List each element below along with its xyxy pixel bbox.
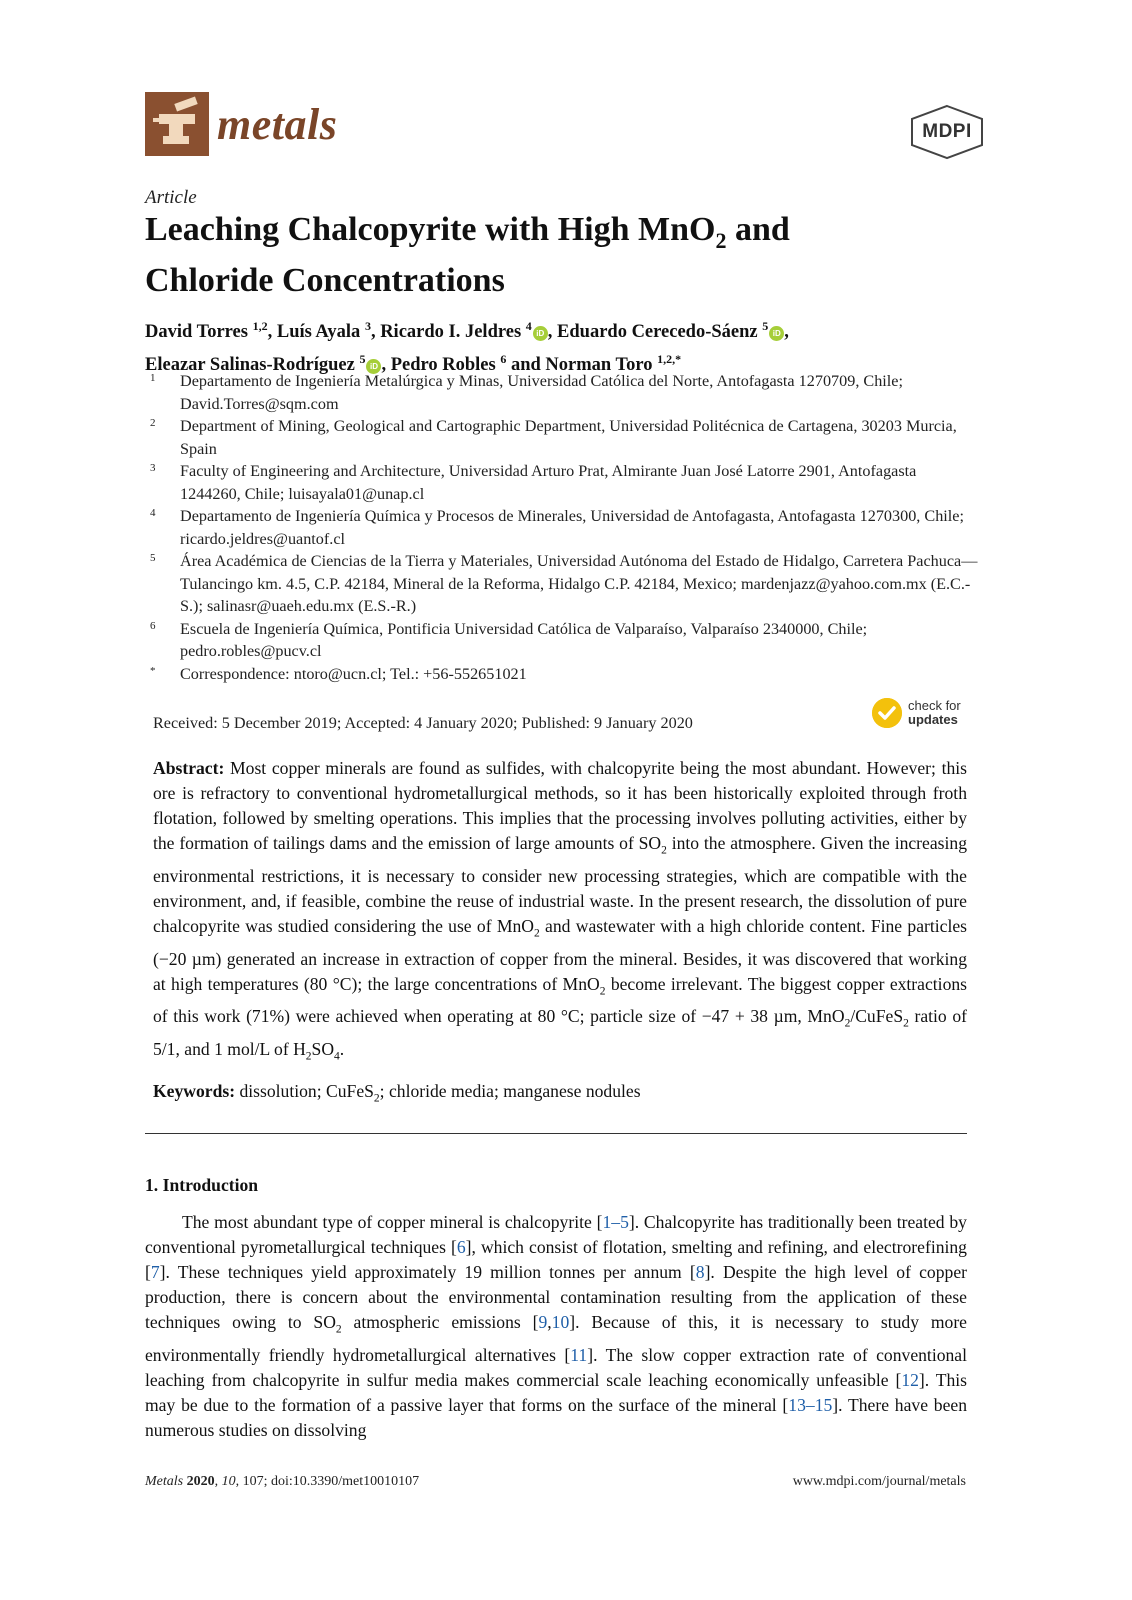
anvil-icon <box>145 92 209 156</box>
citation-link[interactable]: 8 <box>695 1262 705 1283</box>
abstract-text: SO <box>311 1039 335 1059</box>
affiliation-item <box>150 460 980 505</box>
subscript: 2 <box>305 1050 312 1063</box>
body-text: ]. These techniques yield approximately 19 million tonnes per annum [ <box>159 1262 696 1283</box>
citation-link[interactable]: 7 <box>150 1262 160 1283</box>
abstract-text: ratio of 5/1, and 1 mol/L of H <box>153 1006 967 1059</box>
author-name: , Eduardo Cerecedo-Sáenz <box>547 322 758 343</box>
journal-name: metals <box>217 99 338 149</box>
footer-journal: Metals <box>145 1474 184 1489</box>
footer-volume: 10 <box>221 1474 236 1489</box>
body-text: atmospheric emissions [ <box>341 1312 539 1333</box>
orcid-icon[interactable]: iD <box>769 326 784 341</box>
subscript: 2 <box>373 1092 380 1105</box>
orcid-icon[interactable]: iD <box>533 326 548 341</box>
section-divider <box>145 1133 967 1134</box>
author-name: , Ricardo I. Jeldres <box>370 322 522 343</box>
affiliation-number: 6 <box>150 619 156 632</box>
footer-year: 2020 <box>186 1474 215 1489</box>
author-name: , Pedro Robles <box>381 355 496 376</box>
check-for-updates-label <box>908 699 961 727</box>
author-affiliation: 5 <box>359 352 366 367</box>
body-text: The most abundant type of copper mineral is chalcopyrite [ <box>182 1212 603 1232</box>
subscript: 2 <box>844 1017 851 1030</box>
publisher-name: MDPI <box>922 121 972 142</box>
keywords <box>153 1079 967 1112</box>
affiliation-text: Departamento de Ingeniería Metalúrgica y Minas, Universidad Católica del Norte, Antofagasta 1270709, Chile; David.Torres@sqm.com <box>180 372 903 413</box>
affiliation-text: Área Académica de Ciencias de la Tierra y Materiales, Universidad Autónoma del Estado de Hidalgo, Carretera Pachuca—Tulancingo km. 4.5, C.P. 42184, Mineral de la Reforma, Hidalgo C.P. 42184, Mexico; mardenjazz@yahoo.com.mx (E.C.-S.); salinasr@uaeh.edu.mx (E.S.-R.) <box>180 552 978 615</box>
check-line2: updates <box>908 712 958 727</box>
keywords-label: Keywords: <box>153 1081 236 1101</box>
body-text: , <box>547 1312 552 1333</box>
subscript: 2 <box>534 927 540 940</box>
affiliation-item <box>150 550 980 618</box>
affiliation-text: Faculty of Engineering and Architecture, Universidad Arturo Prat, Almirante Juan José Latorre 2901, Antofagasta 1244260, Chile; luisayala01@unap.cl <box>180 462 917 503</box>
author-name: , Luís Ayala <box>267 322 361 343</box>
body-text: ]. Because of this, it is necessary to study more environmentally friendly hydrometallurgical alternatives [ <box>145 1312 967 1365</box>
introduction-paragraph <box>145 1210 967 1443</box>
check-for-updates-badge[interactable] <box>872 698 961 728</box>
citation-link[interactable]: 9 <box>538 1312 548 1333</box>
citation-link[interactable]: 10 <box>551 1312 570 1333</box>
author-list: David Torres $^{1,2}$, Luís Ayala $^3$, Ricardo I. Jeldres $^4$iD , Eduardo Cerecedo-Sáenz $^5$iD , Eleazar Salinas-Rodríguez $^5$iD , Pedro Robles $^6$ and Norman Toro $^{1,2,*}$ <box>145 319 789 376</box>
citation-link[interactable]: 13–15 <box>788 1395 833 1416</box>
abstract-text: Most copper minerals are found as sulfides, with chalcopyrite being the most abundant. However; this ore is refractory to conventional hydrometallurgical methods, so it has been historically exploited through froth flotation, followed by smelting operations. This implies that the processing involves polluting activities, either by the formation of tailings dams and the emission of large amounts of SO <box>153 758 967 854</box>
publisher-logo[interactable] <box>906 104 988 165</box>
citation-link[interactable]: 1–5 <box>602 1212 629 1232</box>
subscript: 2 <box>335 1323 342 1336</box>
footer-doi: , 107; doi:10.3390/met10010107 <box>235 1474 420 1489</box>
subscript: 2 <box>661 844 667 857</box>
paper-title <box>145 210 965 301</box>
title-subscript: 2 <box>715 227 727 253</box>
affiliation-item <box>150 370 980 415</box>
affiliation-item <box>150 618 980 663</box>
affiliation-text: Departamento de Ingeniería Química y Procesos de Minerales, Universidad de Antofagasta, Antofagasta 1270300, Chile; ricardo.jeldres@uantof.cl <box>180 507 964 548</box>
author-name: and Norman Toro <box>506 355 653 376</box>
section-heading: 1. Introduction <box>145 1175 259 1195</box>
citation-link[interactable]: 11 <box>570 1344 588 1365</box>
body-text: ]. There have been numerous studies on dissolving <box>145 1395 967 1441</box>
citation-link[interactable]: 12 <box>901 1370 919 1391</box>
correspondence-item <box>150 663 980 686</box>
footer-journal-url[interactable]: www.mdpi.com/journal/metals <box>792 1474 966 1489</box>
affiliation-number: 5 <box>150 552 156 564</box>
correspondence-text: Correspondence: ntoro@ucn.cl; Tel.: +56-552651021 <box>180 664 527 683</box>
body-text: ]. Despite the high level of copper production, there is concern about the environmental contamination resulting from the application of these techniques owing to SO <box>145 1262 967 1333</box>
checkmark-icon <box>872 698 902 728</box>
author-affiliation: 1,2,* <box>657 352 682 367</box>
body-text: ], which consist of flotation, smelting and refining, and electrorefining [ <box>145 1237 967 1283</box>
abstract-text: . <box>339 1039 345 1059</box>
affiliation-list <box>150 370 980 685</box>
author-affiliation: 4 <box>525 319 532 333</box>
affiliation-text: Department of Mining, Geological and Cartographic Department, Universidad Politécnica de Cartagena, 30203 Murcia, Spain <box>180 417 957 458</box>
affiliation-number: 4 <box>150 507 156 519</box>
affiliation-item <box>150 415 980 460</box>
orcid-icon[interactable]: iD <box>366 359 381 374</box>
affiliation-number: 3 <box>150 462 156 474</box>
affiliation-item <box>150 505 980 550</box>
abstract-text: and wastewater with a high chloride content. Fine particles (−20 µm) generated an increase in extraction of copper from the mineral. Besides, it was discovered that working at high temperatures (80 °C); the large concentrations of MnO <box>153 916 967 994</box>
abstract-text: become irrelevant. The biggest copper extractions of this work (71%) were achieved when operating at 80 °C; particle size of −47 + 38 µm, MnO <box>153 973 968 1027</box>
keywords-text: ; chloride media; manganese nodules <box>379 1081 641 1101</box>
title-line1-pre: Leaching Chalcopyrite with High MnO <box>145 211 716 248</box>
author-name: Eleazar Salinas-Rodríguez <box>145 355 355 376</box>
subscript: 2 <box>903 1017 909 1030</box>
footer-citation: Metals 2020, 10, 107; doi:10.3390/met10010107 <box>145 1474 420 1489</box>
title-line2: Chloride Concentrations <box>145 261 505 299</box>
abstract-label: Abstract: <box>153 758 225 778</box>
affiliation-text: Escuela de Ingeniería Química, Pontificia Universidad Católica de Valparaíso, Valparaíso 2340000, Chile; pedro.robles@pucv.cl <box>180 619 868 660</box>
author-affiliation: 5 <box>762 319 769 333</box>
author-affiliation: 6 <box>500 352 507 367</box>
author-name: David Torres <box>145 322 248 343</box>
publication-dates: Received: 5 December 2019; Accepted: 4 January 2020; Published: 9 January 2020 <box>153 714 693 732</box>
affiliation-number: * <box>150 664 156 677</box>
subscript: 4 <box>334 1050 340 1063</box>
citation-link[interactable]: 6 <box>456 1237 466 1258</box>
author-affiliation: 1,2 <box>252 319 268 333</box>
keywords-text: dissolution; CuFeS <box>235 1081 374 1101</box>
abstract <box>153 756 967 1070</box>
abstract-text: /CuFeS <box>850 1006 904 1027</box>
affiliation-number: 1 <box>150 372 156 384</box>
subscript: 2 <box>599 985 606 998</box>
title-line1-post: and <box>726 211 790 248</box>
journal-logo[interactable] <box>145 92 337 156</box>
abstract-text: into the atmosphere. Given the increasing environmental restrictions, it is necessary to consider new processing strategies, which are compatible with the environment, and, if feasible, combine the reuse of industrial waste. In the present research, the dissolution of pure chalcopyrite was studied considering the use of MnO <box>153 833 967 937</box>
author-affiliation: 3 <box>364 319 371 333</box>
body-text: ]. Chalcopyrite has traditionally been treated by conventional pyrometallurgical techniques [ <box>145 1212 967 1258</box>
affiliation-number: 2 <box>150 417 156 429</box>
body-text: ]. The slow copper extraction rate of conventional leaching from chalcopyrite in sulfur media makes commercial scale leaching economically unfeasible [ <box>145 1344 967 1391</box>
check-line1: check for <box>908 698 961 713</box>
body-text: ]. This may be due to the formation of a passive layer that forms on the surface of the mineral [ <box>145 1370 967 1416</box>
article-type: Article <box>145 187 197 208</box>
